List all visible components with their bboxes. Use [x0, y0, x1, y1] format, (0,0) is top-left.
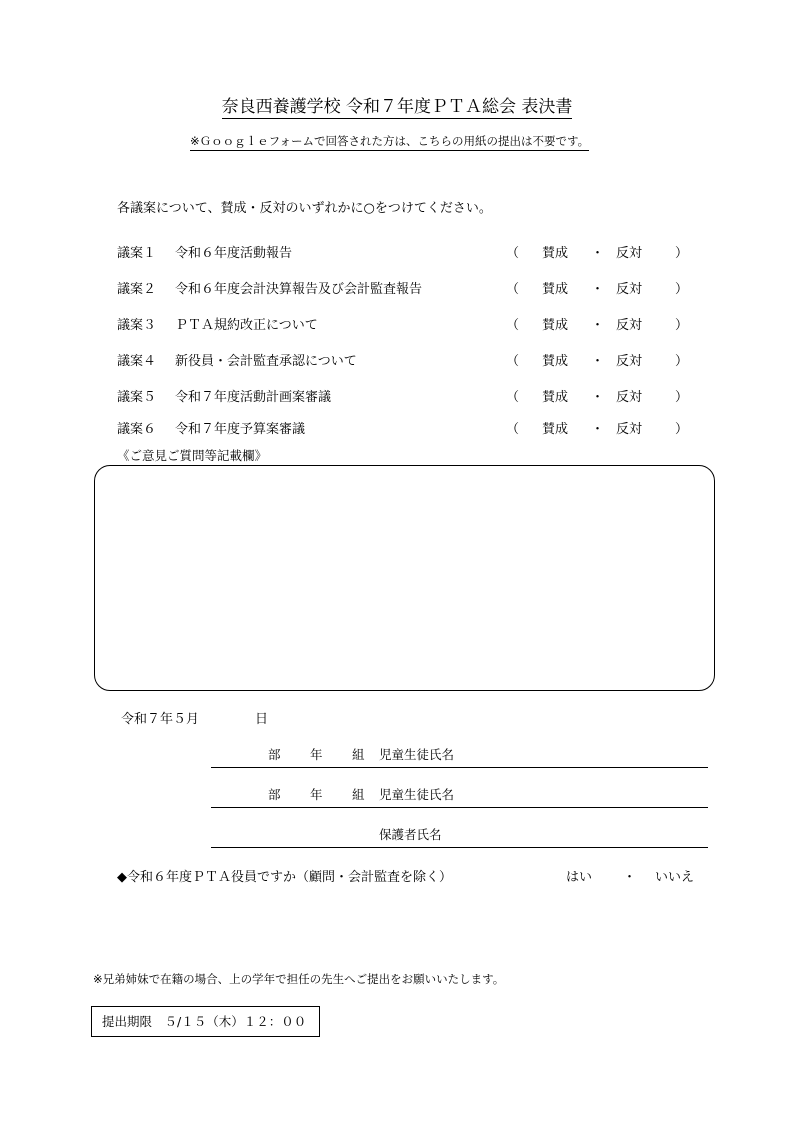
choice-separator: ・ [591, 390, 605, 405]
sibling-note: ※兄弟姉妹で在籍の場合、上の学年で担任の先生へご提出をお願いいたします。 [93, 972, 505, 986]
proposal-title: 令和６年度活動報告 [175, 246, 293, 261]
date-day-label: 日 [255, 712, 269, 727]
choice-open-paren: （ [506, 282, 520, 297]
proposal-title: ＰＴＡ規約改正について [175, 318, 318, 333]
instruction-text: 各議案について、賛成・反対のいずれかに○をつけてください。 [117, 201, 492, 216]
date-prefix: 令和７年５月 [121, 712, 200, 727]
choice-close-paren: ） [675, 318, 689, 333]
choice-separator: ・ [591, 354, 605, 369]
page-title-text: 奈良西養護学校 令和７年度ＰＴＡ総会 表決書 [221, 97, 573, 117]
officer-separator: ・ [623, 870, 637, 885]
proposal-number: 議案５ [117, 390, 157, 405]
proposal-row-4 [117, 350, 697, 370]
officer-yes-option[interactable]: はい [566, 870, 593, 885]
choice-open-paren: （ [506, 354, 520, 369]
student-name-label: 児童生徒氏名 [379, 747, 455, 762]
proposal-number: 議案２ [117, 282, 157, 297]
deadline-box: 提出期限 ５/１５（木）１２：００ [91, 1006, 320, 1037]
proposal-title: 新役員・会計監査承認について [175, 354, 357, 369]
proposal-row-5 [117, 386, 697, 406]
oppose-option[interactable]: 反対 [616, 390, 643, 405]
dept-label: 部 [268, 787, 281, 802]
approve-option[interactable]: 賛成 [542, 282, 569, 297]
approve-option[interactable]: 賛成 [542, 318, 569, 333]
officer-question: ◆令和６年度ＰＴＡ役員ですか（顧問・会計監査を除く） [117, 870, 452, 885]
proposal-number: 議案４ [117, 354, 157, 369]
proposal-row-6 [117, 418, 697, 438]
student-name-label: 児童生徒氏名 [379, 787, 455, 802]
choice-close-paren: ） [675, 390, 689, 405]
choice-separator: ・ [591, 246, 605, 261]
choice-close-paren: ） [675, 354, 689, 369]
choice-separator: ・ [591, 318, 605, 333]
choice-close-paren: ） [675, 422, 689, 437]
oppose-option[interactable]: 反対 [616, 246, 643, 261]
choice-open-paren: （ [506, 246, 520, 261]
oppose-option[interactable]: 反対 [616, 318, 643, 333]
proposal-number: 議案６ [117, 422, 157, 437]
proposal-row-1 [117, 242, 697, 262]
approve-option[interactable]: 賛成 [542, 246, 569, 261]
proposal-title: 令和７年度活動計画案審議 [175, 390, 332, 405]
choice-separator: ・ [591, 282, 605, 297]
proposal-title: 令和７年度予算案審議 [175, 422, 306, 437]
choice-separator: ・ [591, 422, 605, 437]
comments-label: 《ご意見ご質問等記載欄》 [117, 448, 268, 463]
student-name-line-1[interactable] [211, 745, 708, 768]
choice-close-paren: ） [675, 282, 689, 297]
class-label: 組 [352, 747, 365, 762]
officer-no-option[interactable]: いいえ [655, 870, 695, 885]
proposal-row-2 [117, 278, 697, 298]
guardian-name-label: 保護者氏名 [379, 827, 442, 842]
proposal-title: 令和６年度会計決算報告及び会計監査報告 [175, 282, 423, 297]
choice-open-paren: （ [506, 390, 520, 405]
oppose-option[interactable]: 反対 [616, 282, 643, 297]
dept-label: 部 [268, 747, 281, 762]
oppose-option[interactable]: 反対 [616, 354, 643, 369]
guardian-name-line[interactable] [211, 825, 708, 848]
date-line [121, 708, 269, 727]
page-title [0, 92, 794, 117]
proposal-row-3 [117, 314, 697, 334]
approve-option[interactable]: 賛成 [542, 390, 569, 405]
proposal-number: 議案３ [117, 318, 157, 333]
student-name-line-2[interactable] [211, 785, 708, 808]
choice-close-paren: ） [675, 246, 689, 261]
google-form-notice: ※Ｇｏｏｇｌｅフォームで回答された方は、こちらの用紙の提出は不要です。 [190, 133, 589, 151]
proposal-number: 議案１ [117, 246, 157, 261]
approve-option[interactable]: 賛成 [542, 422, 569, 437]
grade-label: 年 [310, 787, 323, 802]
class-label: 組 [352, 787, 365, 802]
choice-open-paren: （ [506, 422, 520, 437]
choice-open-paren: （ [506, 318, 520, 333]
comments-box[interactable] [94, 465, 715, 691]
grade-label: 年 [310, 747, 323, 762]
approve-option[interactable]: 賛成 [542, 354, 569, 369]
oppose-option[interactable]: 反対 [616, 422, 643, 437]
